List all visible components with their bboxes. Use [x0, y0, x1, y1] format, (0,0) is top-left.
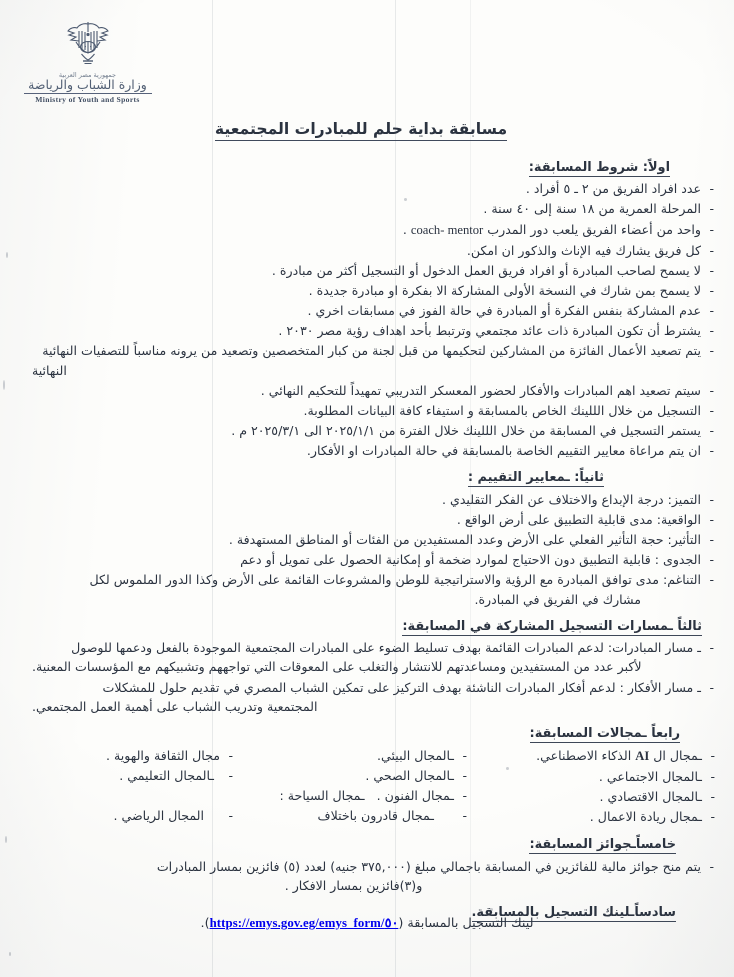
list-item: - كل فريق يشارك فيه الإناث والذكور ان امكن. — [6, 241, 716, 260]
list-item: - يشترط أن تكون المبادرة ذات عائد مجتمعي وترتبط بأحد اهداف رؤية مصر ٢٠٣٠ . — [6, 321, 716, 340]
letterhead-divider — [24, 93, 152, 94]
criteria-list — [6, 490, 716, 609]
list-item: - يستمر التسجيل في المسابقة من خلال الللينك خلال الفترة من ٢٠٢٥/١/١ الى ٢٠٢٥/٣/١ م . — [6, 421, 716, 440]
list-item: - التسجيل من خلال الللينك الخاص بالمسابقة و استيفاء كافة البيانات المطلوبة. — [6, 401, 716, 420]
fields-column-left — [6, 746, 240, 828]
conditions-list — [6, 179, 716, 460]
list-item: - ان يتم مراعاة معايير التقييم الخاصة بالمسابقة في حالة المبادرات او الأفكار. — [6, 441, 716, 460]
list-item: - التميز: درجة الإبداع والاختلاف عن الفكر التقليدي . — [6, 490, 716, 509]
registration-link-label: لينك التسجيل بالمسابقة — [407, 916, 534, 931]
section-fields-heading-text: رابعاً ـمجالات المسابقة: — [529, 725, 680, 741]
list-item: - ـالمجال الاجتماعي . — [482, 767, 716, 786]
ministry-name-english: Ministry of Youth and Sports — [35, 95, 140, 104]
registration-link-open-paren: ( — [398, 916, 404, 931]
section-conditions-heading — [6, 158, 716, 178]
fields-column-right — [482, 746, 716, 828]
section-prizes — [6, 835, 716, 895]
section-tracks-heading — [6, 617, 716, 637]
list-item: - ـمجال ال AI الذكاء الاصطناعي. — [482, 746, 716, 766]
list-item: - ـمجال ريادة الاعمال . — [482, 807, 716, 826]
fields-columns — [6, 746, 716, 828]
list-item: - مجال الثقافة والهوية . — [6, 746, 234, 765]
list-item-text: ـ مسار الأفكار : لدعم أفكار المبادرات الناشئة بهدف التركيز على تمكين الشباب المصري في تقديم حلول للمشكلات — [102, 679, 701, 695]
section-criteria — [6, 468, 716, 608]
list-item — [6, 857, 716, 895]
page-title-text: مسابقة بداية حلم للمبادرات المجتمعية — [215, 120, 507, 141]
section-link-heading-text: سادساًـلينك التسجيل بالمسابقة. — [471, 904, 676, 920]
list-item-continuation: و(٣)فائزين بمسار الافكار . — [284, 877, 423, 893]
ai-abbreviation: AI — [635, 748, 650, 763]
fields-column-middle — [244, 746, 478, 828]
list-item-text: يتم منح جوائز مالية للفائزين في المسابقة باجمالي مبلغ (٣٧٥,٠٠٠ جنيه) لعدد (٥) فائزين بمسار المبادرات — [156, 858, 701, 874]
section-prizes-heading-text: خامساًـجوائز المسابقة: — [529, 837, 676, 853]
list-item: - المجال الرياضي . — [6, 806, 234, 825]
section-criteria-heading — [6, 468, 716, 488]
list-item-text: ـ مسار المبادرات: لدعم المبادرات القائمة بهدف تسليط الضوء على المبادرات المجتمعية الموجودة بالفعل ودعمها للوصول — [71, 640, 701, 656]
registration-link-line — [0, 916, 734, 931]
list-item: - ـالمجال الاقتصادي . — [482, 787, 716, 806]
list-item: - الجدوى : قابلية التطبيق دون الاحتياج لموارد ضخمة أو إمكانية الحصول على تمويل أو دعم — [6, 550, 716, 569]
tracks-list — [6, 638, 716, 716]
scan-speck — [9, 952, 11, 956]
section-prizes-heading — [6, 835, 716, 855]
list-item: - المرحلة العمرية من ١٨ سنة إلى ٤٠ سنة . — [6, 199, 716, 218]
list-item — [6, 341, 716, 379]
section-conditions — [6, 158, 716, 461]
list-item-continuation: مشارك في الفريق في المبادرة. — [474, 591, 641, 607]
registration-link-close: ). — [200, 916, 210, 931]
list-item: - الواقعية: مدى قابلية التطبيق على أرض الواقع . — [6, 510, 716, 529]
page-title — [6, 118, 716, 144]
list-item-continuation: المجتمعية وتدريب الشباب على أهمية العمل المجتمعي. — [32, 698, 318, 714]
list-item — [6, 678, 716, 716]
coach-mentor-latin-term: coach- mentor — [410, 222, 484, 237]
list-item: - عدد افراد الفريق من ٢ ـ ٥ أفراد . — [6, 179, 716, 198]
list-item-text: ـمجال الفنون . — [376, 787, 454, 803]
section-tracks — [6, 617, 716, 716]
list-item: - لا يسمح بمن شارك في النسخة الأولى المشاركة الا بفكرة او مبادرة جديدة . — [6, 281, 716, 300]
section-criteria-heading-text: ثانياً: ـمعايير التقييم : — [467, 470, 604, 486]
list-item: - التأثير: حجة التأثير الفعلي على الأرض وعدد المستفيدين من الفئات أو المناطق المستهدفة . — [6, 530, 716, 549]
scan-speck — [3, 380, 5, 390]
list-item: - ـالمجال التعليمي . — [6, 766, 234, 785]
list-item: - عدم المشاركة بنفس الفكرة أو المبادرة في حالة الفوز في مسابقات اخري . — [6, 301, 716, 320]
ministry-name-arabic-text: وزارة الشباب والرياضة — [28, 77, 147, 92]
list-item-continuation: النهائية — [32, 362, 67, 378]
letterhead — [0, 18, 706, 104]
document-body — [6, 118, 716, 929]
list-item: - ـمجال قادرون باختلاف — [244, 806, 468, 825]
section-fields — [6, 724, 716, 827]
section-tracks-heading-text: ثالثاً ـمسارات التسجيل المشاركة في المسابقة: — [402, 618, 702, 634]
list-item-extra: ـمجال السياحة : — [279, 787, 365, 803]
list-item — [244, 786, 468, 805]
list-item: - ـالمجال الصحي . — [244, 766, 468, 785]
list-item: - ـالمجال البيئي. — [244, 746, 468, 765]
list-item-text: التناغم: مدى توافق المبادرة مع الرؤية والاستراتيجية للوطن والمشروعات القائمة على الأرض وكذا الدور الملموس لكل — [89, 572, 701, 588]
list-item: - واحد من أعضاء الفريق يلعب دور المدرب coach- mentor . — [6, 220, 716, 240]
registration-url-link[interactable]: https://emys.gov.eg/emys_form/٥٠ — [209, 916, 399, 930]
section-fields-heading — [6, 724, 716, 744]
country-line-arabic: جمهورية مصر العربية — [58, 71, 117, 79]
list-item — [6, 638, 716, 676]
list-item: - سيتم تصعيد اهم المبادرات والأفكار لحضور المعسكر التدريبي تمهيداً للتحكيم النهائي . — [6, 381, 716, 400]
prizes-list — [6, 857, 716, 895]
ministry-identity-block — [0, 18, 175, 104]
list-item-continuation: لأكبر عدد من المستفيدين ومساعدتهم للانتشار والتغلب على المعوقات التي تواجههم وتشبيكهم مع المؤسسات المعنية. — [32, 659, 642, 675]
list-item: - لا يسمح لصاحب المبادرة أو افراد فريق العمل الدخول أو التسجيل أكثر من مبادرة . — [6, 261, 716, 280]
egypt-eagle-crest-icon — [57, 18, 119, 70]
ministry-name-arabic — [0, 71, 175, 92]
list-item — [6, 570, 716, 608]
list-item-text: يتم تصعيد الأعمال الفائزة من المشاركين لتحكيمها من قبل لجنة من كبار المتخصصين وتصعيد من يرونه مناسباً للتصفيات النهائية — [42, 343, 701, 359]
section-conditions-heading-text: اولاً: شروط المسابقة: — [528, 159, 670, 175]
